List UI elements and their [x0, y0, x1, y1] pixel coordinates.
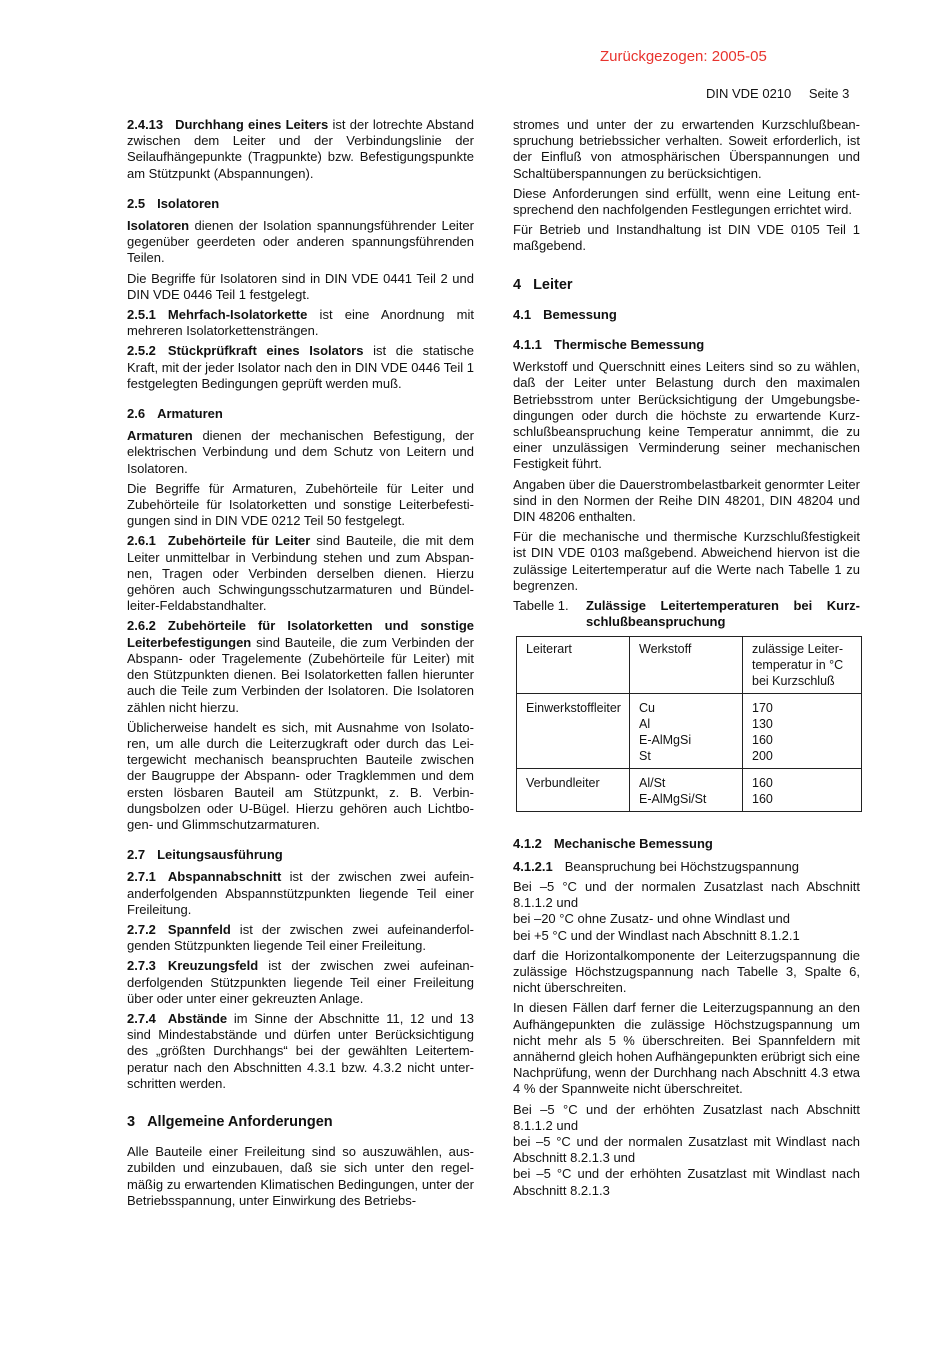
heading-3: 3 Allgemeine Anforderungen: [127, 1113, 333, 1130]
paragraph-dauerstrom: Angaben über die Dauerstrombelastbarkeit genormter Leiter sind in den Normen der Reihe DIN 48201, DIN 48204 und DIN 48206 enthalten.: [513, 476, 860, 525]
paragraph-isolatoren: Isolatoren dienen der Isolation spannungsführender Leiter gegenüber geerdeten oder anderen spannungsführenden Teilen.: [127, 218, 474, 266]
table-cell: Verbundleiter: [517, 769, 630, 812]
table-row: [517, 769, 862, 812]
page-number: Seite 3: [808, 86, 850, 101]
withdrawn-stamp: Zurückgezogen: 2005-05: [600, 48, 767, 65]
heading-4-1-2: 4.1.2 Mechanische Bemessung: [513, 836, 713, 852]
heading-4-1-2-1: 4.1.2.1 Beanspruchung bei Höchstzugspannung: [513, 858, 799, 874]
condition-line: bei –5 °C und der normalen Zusatzlast mit Windlast nach Abschnitt 8.2.1.3 und: [513, 1133, 860, 1166]
table-cell: Einwerkstoffleiter: [517, 694, 630, 769]
heading-4: 4 Leiter: [513, 276, 573, 293]
definition-2-7-1: 2.7.1 Abspannabschnitt ist der zwischen zwei aufeinanderfolgenden Abspannstützpunkten liegende Teil einer Freileitung.: [127, 869, 474, 917]
condition-line: bei –20 °C ohne Zusatz- und ohne Windlast und: [513, 911, 790, 927]
table-label: Tabelle 1.: [513, 598, 569, 614]
table-header-cell: zulässige Leitertemperatur in °C bei Kurzschluß: [743, 637, 862, 694]
table-caption: [513, 598, 860, 630]
table-cell: 160 160: [743, 769, 862, 812]
condition-line: Bei –5 °C und der normalen Zusatzlast nach Abschnitt 8.1.1.2 und: [513, 878, 860, 911]
table-cell: Cu Al E-AlMgSi St: [630, 694, 743, 769]
definition-2-5-1: 2.5.1 Mehrfach-Isolatorkette ist eine Anordnung mit mehreren Isolatorkettensträngen.: [127, 307, 474, 339]
right-column: [513, 117, 860, 1199]
paragraph-continuation: stromes und unter der zu erwartenden Kurzschlußbeanspruchung betriebssicher verhalten. Soweit erforderlich, ist der Einfluß von atmosphärischen Überspannungen und Schaltüberspannungen zu berücksichtigen.: [513, 117, 860, 181]
definition-2-6-2: 2.6.2 Zubehörteile für Isolatorketten und sonstige Leiterbefestigungen sind Bauteile, die zum Verbinden der Abspann- oder Tragelemente (Zubehörteile für Leiter) mit den Stützpunkten dienen. Bei Isolatorketten fallen hierunter auch die Teile zum Verbinden der Isolatoren. Die Isolatoren zählen nicht hierzu.: [127, 618, 474, 715]
definition-2-7-4: 2.7.4 Abstände im Sinne der Abschnitte 11, 12 und 13 sind Mindestabstände und dürfen unter Berücksichtigung des „größten Durchhangs“ bei der gewählten Leitertemperatur nach den Abschnitten 4.3.1 bzw. 4.3.2 nicht unterschritten werden.: [127, 1010, 474, 1091]
table-title: Zulässige Leitertemperaturen bei Kurzschlußbeanspruchung: [586, 598, 860, 630]
heading-2-5: 2.5 Isolatoren: [127, 195, 220, 211]
paragraph-aufhaengepunkte: In diesen Fällen darf ferner die Leiterzugspannung an den Aufhängepunkten die zulässige Höchstzugspannung um nicht mehr als 5 % überschreiten. Bei Spannfeldern mit annähernd gleich hohen Aufhängepunkten erübrigt sich eine Nachprüfung, wenn der Durchhang nach Abschnitt 4.3 etwa 4 % der Spannweite nicht überschreitet.: [513, 1000, 860, 1097]
condition-line: bei –5 °C und der erhöhten Zusatzlast mit Windlast nach Abschnitt 8.2.1.3: [513, 1166, 860, 1198]
paragraph-armaturen-begriffe: Die Begriffe für Armaturen, Zubehörteile für Leiter und Zubehörteile für Isolatorketten und sonstige Leiterbefestigungen sind in DIN VDE 0212 Teil 50 festgelegt.: [127, 480, 474, 529]
definition-2-6-1: 2.6.1 Zubehörteile für Leiter sind Bauteile, die mit dem Leiter unmittelbar in Verbindung stehen und zum Abspannen, Tragen oder Verbinden derselben dienen. Hierzu gehören auch Schwingungsschutzarmaturen und Bündelleiter-Feldabstandhalter.: [127, 533, 474, 614]
table-cell: Al/St E-AlMgSi/St: [630, 769, 743, 812]
table-header-cell: Leiterart: [517, 637, 630, 694]
condition-line: bei +5 °C und der Windlast nach Abschnitt 8.1.2.1: [513, 927, 800, 943]
paragraph-isolatoren-begriffe: Die Begriffe für Isolatoren sind in DIN VDE 0441 Teil 2 und DIN VDE 0446 Teil 1 festgelegt.: [127, 270, 474, 302]
left-column: [127, 117, 474, 1213]
heading-2-7: 2.7 Leitungsausführung: [127, 847, 283, 863]
paragraph-allgemeine-anforderungen: Alle Bauteile einer Freileitung sind so auszuwählen, auszubilden und einzubauen, daß sie sich unter den regelmäßig zu erwartenden Klimatischen Bedingungen, unter der Betriebsspannung, unter Einwirkung des Betriebs-: [127, 1144, 474, 1208]
document-number: DIN VDE 0210: [706, 86, 792, 101]
table-cell: 170 130 160 200: [743, 694, 862, 769]
heading-2-6: 2.6 Armaturen: [127, 406, 223, 422]
running-header: [706, 86, 849, 101]
definition-2-5-2: 2.5.2 Stückprüfkraft eines Isolators ist die statische Kraft, mit der jeder Isolator nach den in DIN VDE 0446 Teil 1 festgelegten Bedingungen geprüft werden muß.: [127, 343, 474, 391]
paragraph-anforderungen-erfuellt: Diese Anforderungen sind erfüllt, wenn eine Leitung entsprechend den nachfolgenden Festlegungen errichtet wird.: [513, 185, 860, 218]
definition-2-7-3: 2.7.3 Kreuzungsfeld ist der zwischen zwei aufeinanderfolgenden Stützpunkten liegende Teil einer Freileitung über oder unter einer gekreuzten Anlage.: [127, 958, 474, 1006]
paragraph-kurzschluss: Für die mechanische und thermische Kurzschlußfestigkeit ist DIN VDE 0103 maßgebend. Abweichend hiervon ist die zulässige Leitertemperatur auf die Werte nach Tabelle 1 zu begrenzen.: [513, 529, 860, 593]
paragraph-betrieb: Für Betrieb und Instandhaltung ist DIN VDE 0105 Teil 1 maßgebend.: [513, 222, 860, 254]
table-header-cell: Werkstoff: [630, 637, 743, 694]
table-1: [516, 636, 862, 812]
heading-4-1-1: 4.1.1 Thermische Bemessung: [513, 337, 705, 353]
paragraph-horizontalkomponente: darf die Horizontalkomponente der Leiterzugspannung die zulässige Höchstzugspannung nach Tabelle 3, Spalte 6, nicht überschreiten.: [513, 947, 860, 996]
paragraph-armaturen: Armaturen dienen der mechanischen Befestigung, der elektrischen Verbindung und dem Schutz von Leitern und Isolatoren.: [127, 428, 474, 476]
table-row: [517, 694, 862, 769]
table-header-row: [517, 637, 862, 694]
condition-line: Bei –5 °C und der erhöhten Zusatzlast nach Abschnitt 8.1.1.2 und: [513, 1101, 860, 1133]
paragraph-werkstoff: Werkstoff und Querschnitt eines Leiters sind so zu wählen, daß der Leiter unter Belastung durch den maximalen Betriebsstrom unter Berücksichtigung der Umgebungsbedingungen oder durch die höchste zu erwartende Kurzschlußbeanspruchung keine Temperatur annimmt, die zu einer unzulässigen Verminderung seiner mechanischen Festigkeit führt.: [513, 359, 860, 472]
definition-2-4-13: 2.4.13 Durchhang eines Leiters ist der lotrechte Abstand zwischen dem Leiter und der Verbindungslinie der Seilaufhängepunkte (Tragpunkte) bzw. Befestigungspunkte am Stützpunkt (Abspannungen).: [127, 117, 474, 181]
paragraph-ueblicherweise: Üblicherweise handelt es sich, mit Ausnahme von Isolatoren, um alle durch die Leiterzugkraft oder durch das Leitergewicht mechanisch beanspruchten Bauteile zwischen der Baugruppe der Abspann- oder Tragklemmen und dem ersten lösbaren Bauteil am Stützpunkt, z. B. Verbindungsbolzen oder U-Bügel. Hierzu gehören auch Lichtbogen- und Glimmschutzarmaturen.: [127, 719, 474, 832]
heading-4-1: 4.1 Bemessung: [513, 306, 617, 322]
definition-2-7-2: 2.7.2 Spannfeld ist der zwischen zwei aufeinanderfolgenden Stützpunkten liegende Teil einer Freileitung.: [127, 921, 474, 954]
